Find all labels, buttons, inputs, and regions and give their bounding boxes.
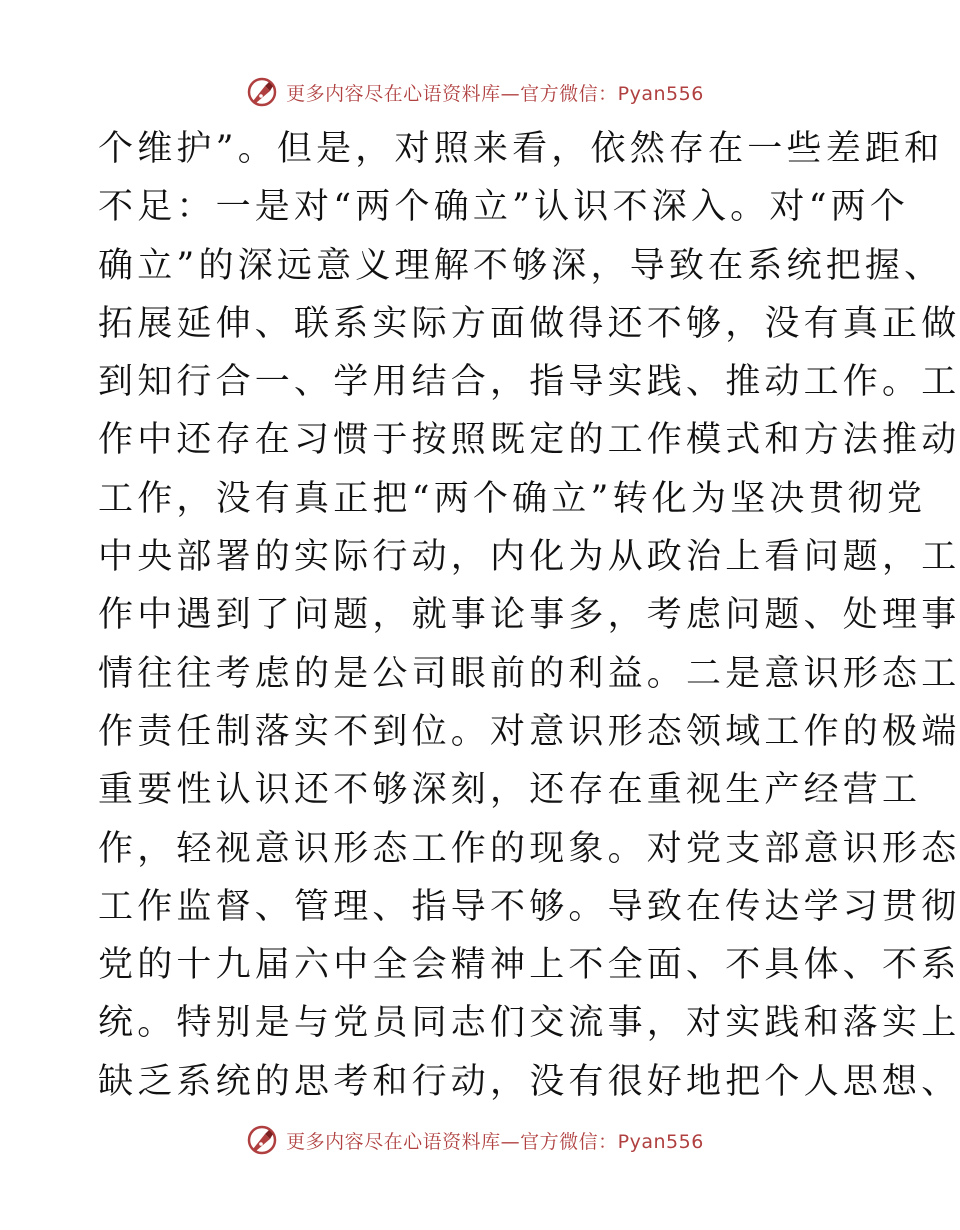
footer-banner	[0, 1120, 950, 1160]
document-body	[98, 120, 960, 1111]
text-line: 作中还存在习惯于按照既定的工作模式和方法推动	[98, 420, 960, 461]
header-banner-text: 更多内容尽在心语资料库—官方微信：Pyan556	[286, 82, 704, 105]
header-banner	[0, 72, 950, 112]
pen-nib-logo-icon	[246, 76, 278, 108]
text-line: 缺乏系统的思考和行动，没有很好地把个人思想、	[98, 1061, 960, 1102]
text-line: 到知行合一、学用结合，指导实践、推动工作。工	[98, 362, 960, 403]
text-line: 不足：一是对“两个确立”认识不深入。对“两个	[98, 187, 910, 228]
pen-nib-logo-icon	[246, 1124, 278, 1156]
text-line: 作中遇到了问题，就事论事多，考虑问题、处理事	[98, 595, 960, 636]
text-line: 党的十九届六中全会精神上不全面、不具体、不系	[98, 945, 960, 986]
text-line: 工作监督、管理、指导不够。导致在传达学习贯彻	[98, 886, 960, 927]
text-line: 统。特别是与党员同志们交流事，对实践和落实上	[98, 1003, 960, 1044]
text-line: 作，轻视意识形态工作的现象。对党支部意识形态	[98, 828, 960, 869]
text-line: 确立”的深远意义理解不够深，导致在系统把握、	[98, 245, 944, 286]
text-line: 拓展延伸、联系实际方面做得还不够，没有真正做	[98, 303, 960, 344]
text-line: 工作，没有真正把“两个确立”转化为坚决贯彻党	[98, 478, 927, 519]
text-line: 中央部署的实际行动，内化为从政治上看问题，工	[98, 537, 960, 578]
footer-banner-text: 更多内容尽在心语资料库—官方微信：Pyan556	[286, 1130, 704, 1153]
text-line: 作责任制落实不到位。对意识形态领域工作的极端	[98, 711, 960, 752]
text-line: 个维护”。但是，对照来看，依然存在一些差距和	[98, 129, 944, 169]
text-line: 情往往考虑的是公司眼前的利益。二是意识形态工	[98, 653, 960, 694]
text-line: 重要性认识还不够深刻，还存在重视生产经营工	[98, 770, 922, 811]
